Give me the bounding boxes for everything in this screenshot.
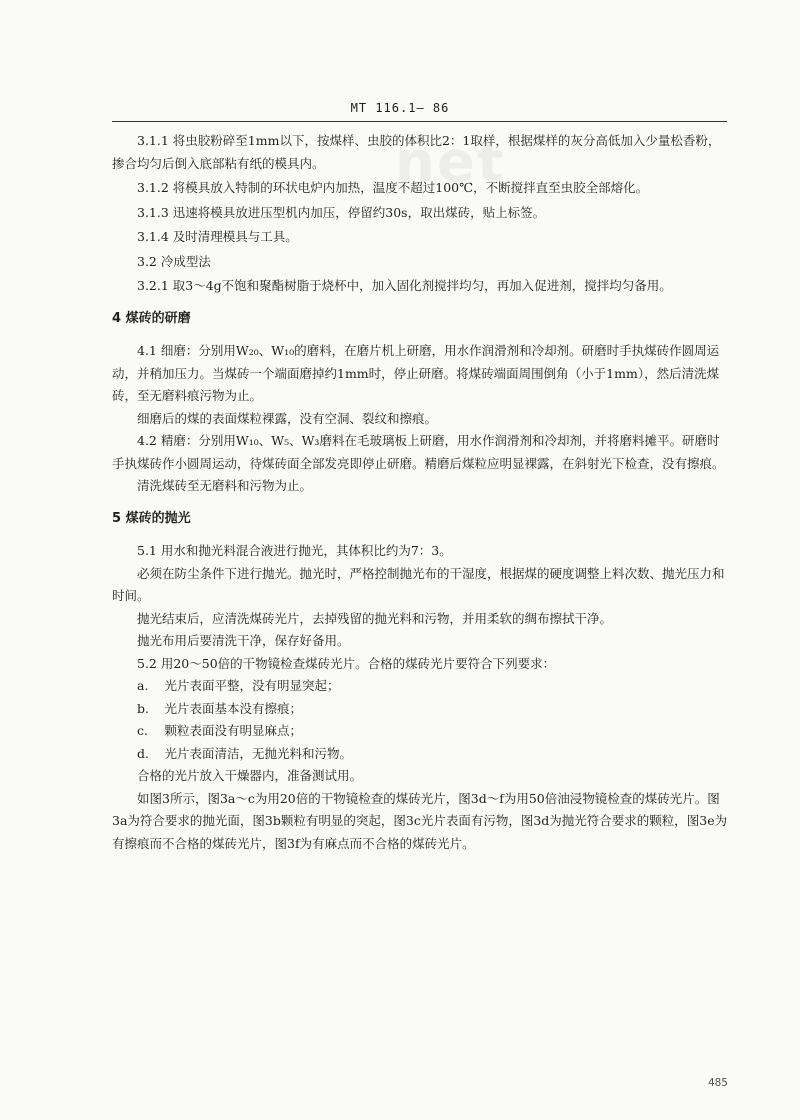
watermark: net xyxy=(395,130,506,195)
list-item xyxy=(112,743,730,766)
header-rule xyxy=(112,121,727,122)
section-4-title: 4 煤砖的研磨 xyxy=(112,310,191,326)
clause-5-2-figure-description: 如图3所示，图3a～c为用20倍的干物镜检查的煤砖光片，图3d～f为用50倍油浸物镜检查的煤砖光片。图3a为符合要求的抛光面，图3b颗粒有明显的突起，图3c光片表面有污物，图3d为抛光符合要求的颗粒，图3e为有擦痕而不合格的煤砖光片，图3f为有麻点而不合格的煤砖光片。 xyxy=(112,790,728,851)
list-text: 光片表面平整，没有明显突起； xyxy=(164,678,340,693)
clause-3-2: 3.2 冷成型法 xyxy=(137,253,211,269)
page-number: 485 xyxy=(708,1076,728,1089)
clause-3-1-2: 3.1.2 将模具放入特制的环状电炉内加热，温度不超过100℃，不断搅拌直至虫胶全部熔化。 xyxy=(137,180,649,195)
standard-number-header: MT 116.1— 86 xyxy=(350,101,450,115)
list-marker: b. xyxy=(137,700,149,716)
clause-3-1-4: 3.1.4 及时清理模具与工具。 xyxy=(137,229,298,244)
list-text: 光片表面清洁，无抛光料和污物。 xyxy=(164,745,353,761)
list-item xyxy=(112,675,730,698)
clause-5-1-note-c: 抛光布用后要清洗干净，保存好备用。 xyxy=(137,633,350,648)
clause-5-1-note-b: 抛光结束后，应清洗煤砖光片，去掉残留的抛光料和污物，并用柔软的绸布擦拭干净。 xyxy=(137,610,613,626)
list-item xyxy=(112,720,730,743)
list-marker: c. xyxy=(137,723,148,738)
clause-4-1: 4.1 细磨：分别用W₂₀、W₁₀的磨料，在磨片机上研磨，用水作润滑剂和冷却剂。研磨时手执煤砖作圆周运动，并稍加压力。当煤砖一个端面磨掉约1mm时，停止研磨。将煤砖端面周围倒角（小于1mm），然后清洗煤砖，至无磨料痕污物为止。 xyxy=(112,343,720,403)
clause-3-1-3: 3.1.3 迅速将模具放进压型机内加压，停留约30s，取出煤砖，贴上标签。 xyxy=(137,204,546,220)
clause-4-1-note: 细磨后的煤的表面煤粒裸露，没有空洞、裂纹和擦痕。 xyxy=(137,410,438,426)
list-marker: d. xyxy=(137,745,149,761)
clause-5-1-note-a: 必须在防尘条件下进行抛光。抛光时，严格控制抛光布的干湿度，根据煤的硬度调整上料次数、抛光压力和时间。 xyxy=(112,565,725,603)
list-text: 颗粒表面没有明显麻点； xyxy=(164,723,303,738)
body-text xyxy=(112,130,730,855)
list-item xyxy=(112,698,730,721)
clause-5-2-note: 合格的光片放入干燥器内，准备测试用。 xyxy=(137,768,363,783)
clause-3-1-1: 3.1.1 将虫胶粉碎至1mm以下，按煤样、虫胶的体积比2：1取样，根据煤样的灰分高低加入少量松香粉，掺合均匀后倒入底部粘有纸的模具内。 xyxy=(112,133,721,171)
clause-3-2-1: 3.2.1 取3～4g不饱和聚酯树脂于烧杯中，加入固化剂搅拌均匀，再加入促进剂，搅拌均匀备用。 xyxy=(137,278,672,293)
section-5-title: 5 煤砖的抛光 xyxy=(112,510,191,526)
clause-4-2-note: 清洗煤砖至无磨料和污物为止。 xyxy=(137,478,313,493)
list-marker: a. xyxy=(137,678,149,693)
clause-4-2: 4.2 精磨：分别用W₁₀、W₅、W₃磨料在毛玻璃板上研磨，用水作润滑剂和冷却剂，并将磨料摊平。研磨时手执煤砖作小圆周运动，待煤砖面全部发亮即停止研磨。精磨后煤粒应明显裸露，在斜射光下检查，没有擦痕。 xyxy=(112,433,725,471)
clause-5-1: 5.1 用水和抛光料混合液进行抛光，其体积比约为7：3。 xyxy=(137,543,452,558)
clause-5-2: 5.2 用20～50倍的干物镜检查煤砖光片。合格的煤砖光片要符合下列要求： xyxy=(137,655,556,671)
list-text: 光片表面基本没有擦痕； xyxy=(164,700,303,716)
